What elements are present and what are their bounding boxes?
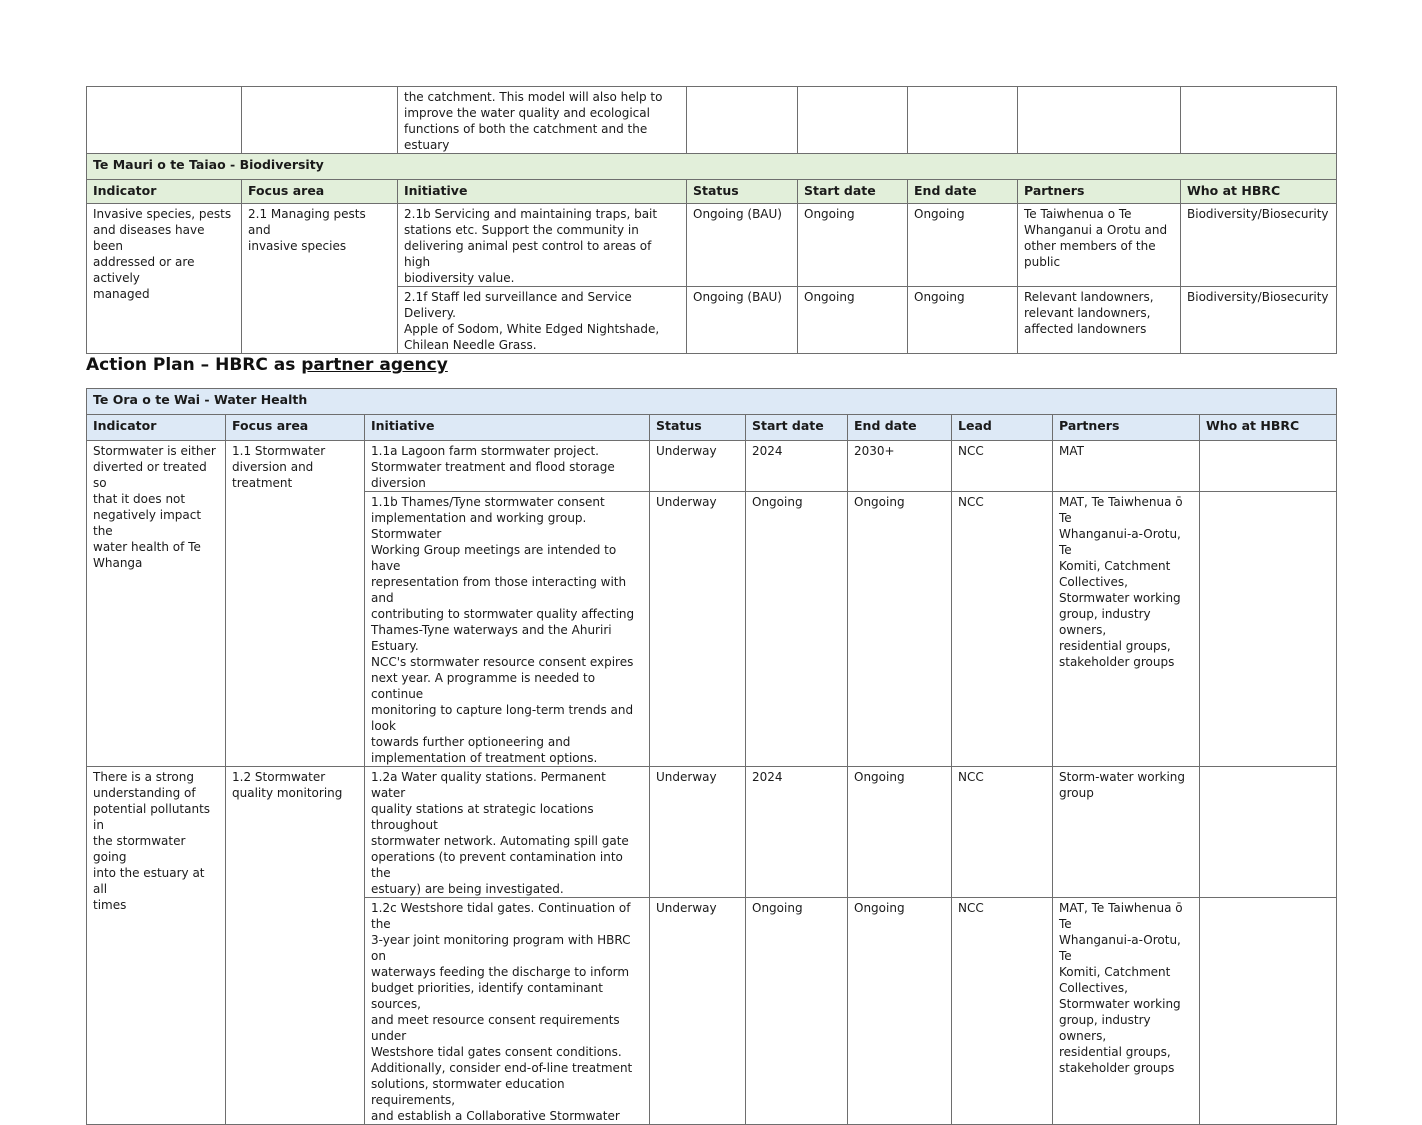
end-date-cell: 2030+: [848, 441, 952, 492]
lead-cell: NCC: [952, 898, 1053, 1125]
table-row: [87, 204, 1337, 287]
partners-cell: Te Taiwhenua o Te Whanganui a Orotu and other members of the public: [1018, 204, 1181, 287]
end-date-cell: Ongoing: [848, 492, 952, 767]
partners-cell: Storm-water working group: [1053, 767, 1200, 898]
initiative-cell: 1.1a Lagoon farm stormwater project. Stormwater treatment and flood storage diversion: [365, 441, 650, 492]
column-header: Focus area: [242, 180, 398, 204]
who-at-hbrc-cell: [1200, 898, 1337, 1125]
who-at-hbrc-cell: Biodiversity/Biosecurity: [1181, 287, 1337, 354]
focus-area-cell: 1.1 Stormwater diversion and treatment: [226, 441, 365, 767]
start-date-cell: Ongoing: [798, 287, 908, 354]
partners-cell: MAT, Te Taiwhenua ō Te Whanganui-a-Orotu, Te Komiti, Catchment Collectives, Stormwater working group, industry owners, residential groups, stakeholder groups: [1053, 898, 1200, 1125]
column-header: Indicator: [87, 415, 226, 441]
start-date-cell: Ongoing: [746, 898, 848, 1125]
status-cell: Underway: [650, 441, 746, 492]
column-header: Start date: [746, 415, 848, 441]
column-header: Indicator: [87, 180, 242, 204]
section-header-row: [87, 389, 1337, 415]
end-date-cell: Ongoing: [848, 898, 952, 1125]
end-date-cell: Ongoing: [848, 767, 952, 898]
column-header: Focus area: [226, 415, 365, 441]
who-at-hbrc-cell: [1200, 767, 1337, 898]
section-header-row: [87, 154, 1337, 180]
column-header: Initiative: [398, 180, 687, 204]
section-title: Te Mauri o te Taiao - Biodiversity: [87, 154, 1337, 180]
heading-text: Action Plan – HBRC as: [86, 355, 302, 375]
initiative-cell: 1.1b Thames/Tyne stormwater consent implementation and working group. Stormwater Working Group meetings are intended to have representation from those interacting with and contributing to stormwater quality affecting Thames-Tyne waterways and the Ahuriri Estuary. NCC's stormwater resource consent expires next year. A programme is needed to continue monitoring to capture long-term trends and look towards further optioneering and implementation of treatment options.: [365, 492, 650, 767]
who-at-hbrc-cell: Biodiversity/Biosecurity: [1181, 204, 1337, 287]
end-date-cell: Ongoing: [908, 287, 1018, 354]
column-header-row: [87, 415, 1337, 441]
continuation-focus-cell: [242, 87, 398, 154]
initiative-cell: 1.2a Water quality stations. Permanent water quality stations at strategic locations throughout stormwater network. Automating spill gate operations (to prevent contamination into the estuary) are being investigated.: [365, 767, 650, 898]
page-heading: [86, 353, 448, 377]
biodiversity-table: [86, 86, 1337, 354]
column-header: Lead: [952, 415, 1053, 441]
column-header: Who at HBRC: [1200, 415, 1337, 441]
who-at-hbrc-cell: [1200, 441, 1337, 492]
water-health-table: [86, 388, 1337, 1125]
status-cell: Underway: [650, 898, 746, 1125]
continuation-initiative-cell: the catchment. This model will also help to improve the water quality and ecological functions of both the catchment and the estuary: [398, 87, 687, 154]
initiative-cell: 1.2c Westshore tidal gates. Continuation of the 3-year joint monitoring program with HBRC on waterways feeding the discharge to inform budget priorities, identify contaminant sources, and meet resource consent requirements under Westshore tidal gates consent conditions. Additionally, consider end-of-line treatment solutions, stormwater education requirements, and establish a Collaborative Stormwater: [365, 898, 650, 1125]
focus-area-cell: 1.2 Stormwater quality monitoring: [226, 767, 365, 1125]
column-header: Start date: [798, 180, 908, 204]
column-header: Status: [650, 415, 746, 441]
indicator-cell: Stormwater is either diverted or treated so that it does not negatively impact the water health of Te Whanga: [87, 441, 226, 767]
column-header: Partners: [1053, 415, 1200, 441]
focus-area-cell: 2.1 Managing pests and invasive species: [242, 204, 398, 354]
indicator-cell: Invasive species, pests and diseases have been addressed or are actively managed: [87, 204, 242, 354]
partners-cell: Relevant landowners, relevant landowners, affected landowners: [1018, 287, 1181, 354]
continuation-indicator-cell: [87, 87, 242, 154]
column-header: Initiative: [365, 415, 650, 441]
start-date-cell: Ongoing: [746, 492, 848, 767]
column-header: Status: [687, 180, 798, 204]
end-date-cell: Ongoing: [908, 204, 1018, 287]
continuation-row: [87, 87, 1337, 154]
status-cell: Ongoing (BAU): [687, 204, 798, 287]
initiative-cell: 2.1f Staff led surveillance and Service Delivery. Apple of Sodom, White Edged Nightshade, Chilean Needle Grass.: [398, 287, 687, 354]
column-header: Partners: [1018, 180, 1181, 204]
lead-cell: NCC: [952, 441, 1053, 492]
section-title: Te Ora o te Wai - Water Health: [87, 389, 1337, 415]
table-row: [87, 441, 1337, 492]
partners-cell: MAT: [1053, 441, 1200, 492]
who-at-hbrc-cell: [1200, 492, 1337, 767]
column-header: End date: [848, 415, 952, 441]
column-header: End date: [908, 180, 1018, 204]
initiative-cell: 2.1b Servicing and maintaining traps, bait stations etc. Support the community in delivering animal pest control to areas of high biodiversity value.: [398, 204, 687, 287]
column-header: Who at HBRC: [1181, 180, 1337, 204]
status-cell: Underway: [650, 767, 746, 898]
table-row: [87, 767, 1337, 898]
start-date-cell: 2024: [746, 767, 848, 898]
lead-cell: NCC: [952, 767, 1053, 898]
status-cell: Underway: [650, 492, 746, 767]
start-date-cell: 2024: [746, 441, 848, 492]
indicator-cell: There is a strong understanding of potential pollutants in the stormwater going into the estuary at all times: [87, 767, 226, 1125]
start-date-cell: Ongoing: [798, 204, 908, 287]
column-header-row: [87, 180, 1337, 204]
lead-cell: NCC: [952, 492, 1053, 767]
heading-underlined-text: partner agency: [301, 355, 448, 375]
partners-cell: MAT, Te Taiwhenua ō Te Whanganui-a-Orotu, Te Komiti, Catchment Collectives, Stormwater working group, industry owners, residential groups, stakeholder groups: [1053, 492, 1200, 767]
status-cell: Ongoing (BAU): [687, 287, 798, 354]
